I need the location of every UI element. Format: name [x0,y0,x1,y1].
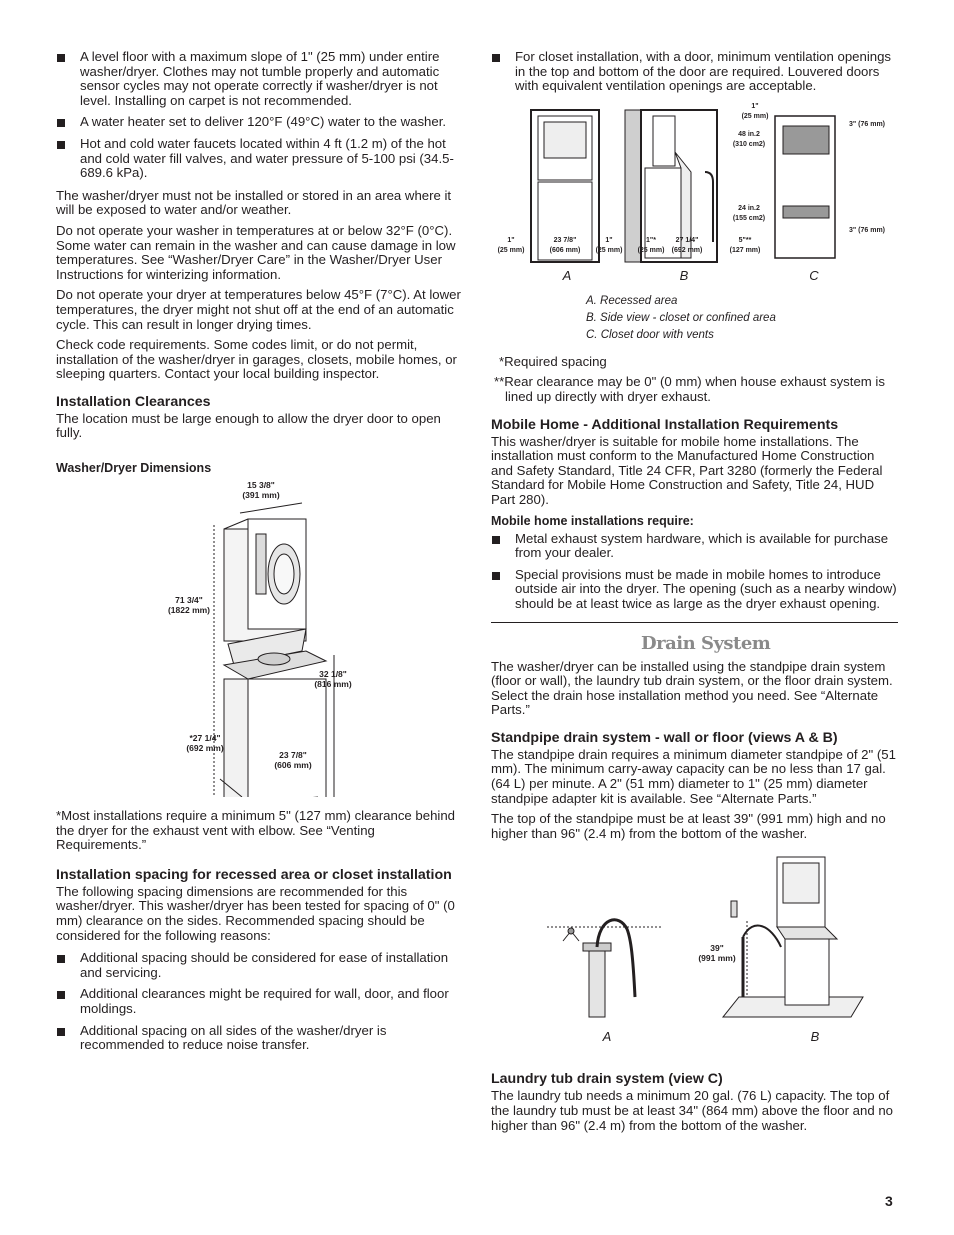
rear-clearance-note: **Rear clearance may be 0" (0 mm) when house exhaust system is lined up directly with dryer exhaust. [494,374,885,404]
right-column [491,50,898,1139]
location-requirements-list [56,50,466,181]
b-depth-dim-mm: (692 mm) [671,246,703,254]
a-left-dim-mm: (25 mm) [497,246,525,254]
list-item: Special provisions must be made in mobile homes to introduce outside air into the dryer. The opening (such as a nearby window) should be at least twice as large as the dryer exhaust opening. [491,568,898,612]
bullet-square-icon [57,141,65,149]
legend-item: C. Closet door with vents [586,328,714,341]
b-vent-top: 48 in.2 [738,130,760,138]
c-top-dim: 3" (76 mm) [849,120,885,128]
figure-label-b: B [679,267,689,283]
c-bottom-dim: 3" (76 mm) [849,226,885,234]
bullet-square-icon [57,1028,65,1036]
figure-legend [586,294,898,343]
standpipe-text-2: The top of the standpipe must be at least 39" (991 mm) high and no higher than 96" (2.4 m) from the bottom of the washer. [491,811,886,841]
dim-height: 71 3/4" [175,595,203,606]
list-item: Hot and cold water faucets located within 4 ft (1.2 m) of the hot and cold water fill valves, and water pressure of 5-100 psi (34.5-689.6 kPa). [56,137,466,181]
paragraph-codes: Check code requirements. Some codes limit, or do not permit, installation of the washer/dryer in garages, closets, mobile homes, or sleeping quarters. Contact your local building inspector. [56,337,457,382]
drain-label-a: A [602,1029,612,1045]
b-rear-dim-mm: (127 mm) [729,246,761,254]
dim-width-mm: (606 mm) [274,760,312,771]
washer-dryer-dimensions-figure [56,479,466,797]
drain-system-title: Drain System [641,632,771,654]
mobile-home-text: This washer/dryer is suitable for mobile home installations. The installation must conform to the Manufactured Home Construction and Safety Standard, Title 24 CFR, Part 3280 (formerly the Federal Standard for Mobile Home Construction and Safety, Title 24, HUD Part 280). [491,433,883,507]
legend-item: A. Recessed area [586,294,678,307]
standpipe-heading: Standpipe drain system - wall or floor (views A & B) [491,729,838,746]
b-top-dim: 1" [751,102,759,110]
standpipe-drain-figure [491,847,898,1057]
closet-list [491,50,898,94]
b-vent-bottom-cm: (155 cm2) [732,214,766,222]
spacing-reasons-list [56,951,466,1053]
bullet-square-icon [492,572,500,580]
bullet-square-icon [492,54,500,62]
b-vent-bottom: 24 in.2 [738,204,760,212]
list-item: Additional spacing on all sides of the washer/dryer is recommended to reduce noise transfer. [56,1024,466,1053]
bullet-square-icon [57,991,65,999]
a-left-dim: 1" [507,236,515,244]
drain-system-text: The washer/dryer can be installed using the standpipe drain system (floor or wall), the laundry tub drain system, or the floor drain system. Select the drain hose installation method you need. See “Alternate Parts.” [491,658,893,718]
b-vent-top-cm: (310 cm2) [732,140,766,148]
mobile-home-requirements-list [491,532,898,612]
list-item: For closet installation, with a door, minimum ventilation openings in the top and bottom of the door are required. Louvered doors with equivalent ventilation openings are acceptable. [491,50,898,94]
dimensions-heading: Washer/Dryer Dimensions [56,461,212,476]
laundry-tub-heading: Laundry tub drain system (view C) [491,1071,723,1088]
spacing-text: The following spacing dimensions are recommended for this washer/dryer. This washer/dryer has been tested for spacing of 0" (0 mm) clearance on the sides. Recommended spacing should be considered for the following reasons: [56,883,455,943]
bullet-square-icon [57,54,65,62]
required-spacing-note: *Required spacing [499,353,607,369]
laundry-tub-text: The laundry tub needs a minimum 20 gal. (76 L) capacity. The top of the laundry tub must be at least 34" (864 mm) above the floor and no higher than 96" (2.4 m) from the bottom of the washer. [491,1088,894,1133]
figure-label-c: C [809,267,819,283]
a-width-dim: 23 7/8" [553,236,577,244]
dim-depth-mm: (692 mm) [186,743,224,754]
dim-width: 23 7/8" [279,750,307,761]
dimensions-footnote: *Most installations require a minimum 5" (127 mm) clearance behind the dryer for the exhaust vent with elbow. See “Venting Requirements.” [56,808,456,853]
legend-item: B. Side view - closet or confined area [586,311,776,324]
a-width-dim-mm: (606 mm) [549,246,581,254]
dim-width-top-mm: (391 mm) [242,490,280,501]
standpipe-height-mm: (991 mm) [698,953,736,964]
drain-label-b: B [810,1029,820,1045]
closet-spacing-figure [491,102,898,286]
bullet-square-icon [57,955,65,963]
installation-clearances-text: The location must be large enough to allow the dryer door to open fully. [56,410,441,441]
paragraph-dryer-temperature: Do not operate your dryer at temperatures below 45°F (7°C). At lower temperatures, the dryer might not shut off at the end of an automatic cycle. This can result in longer drying times. [56,287,461,332]
b-front-dim-mm: (25 mm) [637,246,665,254]
dim-mid-mm: (816 mm) [314,679,352,690]
a-right-dim-mm: (25 mm) [595,246,623,254]
a-right-dim: 1" [605,236,613,244]
dim-mid: 32 1/8" [319,669,347,680]
bullet-square-icon [57,119,65,127]
installation-clearances-heading: Installation Clearances [56,393,211,410]
list-item: Additional spacing should be considered for ease of installation and servicing. [56,951,466,980]
dim-width-top: 15 3/8" [247,480,275,491]
list-item: A water heater set to deliver 120°F (49°C) water to the washer. [56,115,466,130]
b-top-dim-mm: (25 mm) [741,112,769,120]
b-front-dim: 1"* [646,236,656,244]
b-rear-dim: 5"** [738,236,752,244]
figure-label-a: A [562,267,572,283]
b-depth-dim: 27 1/4" [675,236,699,244]
bullet-square-icon [492,536,500,544]
paragraph-washer-temperature: Do not operate your washer in temperatures at or below 32°F (0°C). Some water can remain in the washer and can cause damage in low temperatures. See “Washer/Dryer Care” in the Washer/Dryer User Instructions for winterizing information. [56,222,456,282]
standpipe-text-1: The standpipe drain requires a minimum diameter standpipe of 2" (51 mm). The minimum carry-away capacity can be no less than 17 gal. (64 L) per minute. A 2" (51 mm) diameter to 1" (25 mm) diameter standpipe adapter kit is available. See “Alternate Parts.” [491,746,896,806]
dim-depth: *27 1/4" [189,733,221,744]
mobile-home-requirements-heading: Mobile home installations require: [491,513,694,528]
left-column [56,50,466,1061]
dim-height-mm: (1822 mm) [167,605,211,616]
standpipe-height: 39" [710,943,724,954]
list-item: Additional clearances might be required for wall, door, and floor moldings. [56,987,466,1016]
list-item: Metal exhaust system hardware, which is available for purchase from your dealer. [491,532,898,561]
page-number: 3 [885,1193,893,1209]
section-divider [491,622,898,623]
mobile-home-heading: Mobile Home - Additional Installation Requirements [491,416,839,433]
list-item: A level floor with a maximum slope of 1" (25 mm) under entire washer/dryer. Clothes may not tumble properly and automatic sensor cycles may not operate correctly if washer/dryer is not level. Installing on carpet is not recommended. [56,50,466,108]
spacing-heading: Installation spacing for recessed area or closet installation [56,866,452,883]
paragraph-weather: The washer/dryer must not be installed or stored in an area where it will be exposed to water and/or weather. [56,187,452,218]
